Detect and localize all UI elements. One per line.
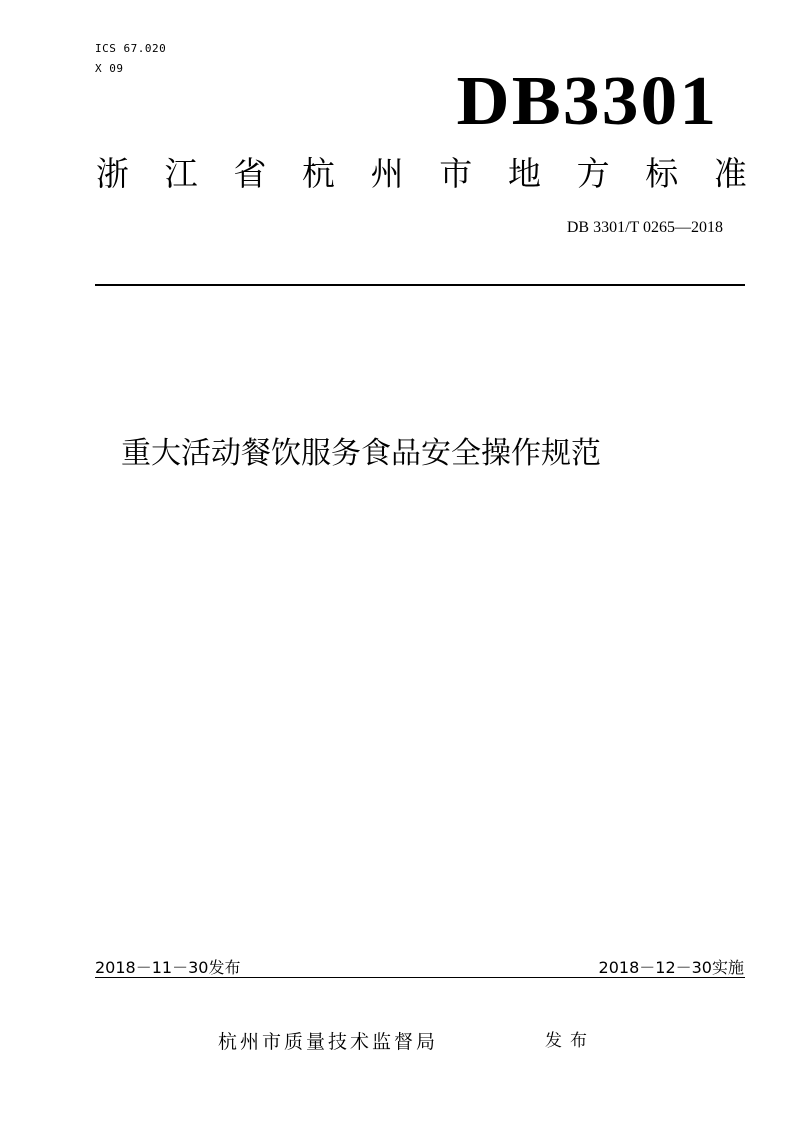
standard-type-char: 州 bbox=[370, 154, 404, 193]
header-divider bbox=[95, 284, 745, 286]
standard-type-char: 省 bbox=[233, 154, 267, 193]
standard-code-heading: DB3301 bbox=[456, 63, 718, 140]
standard-type-char: 方 bbox=[576, 154, 610, 193]
ics-code: ICS 67.020 bbox=[95, 42, 167, 55]
standard-type-heading bbox=[96, 152, 747, 196]
standard-type-char: 杭 bbox=[301, 154, 335, 193]
classification-code: X 09 bbox=[95, 62, 124, 75]
standard-number: DB 3301/T 0265—2018 bbox=[566, 219, 723, 236]
standard-type-char: 标 bbox=[645, 154, 679, 193]
standard-type-char: 浙 bbox=[96, 154, 129, 193]
implement-date: 2018－12－30实施 bbox=[598, 958, 744, 977]
issue-label: 发布 bbox=[545, 1031, 595, 1051]
standard-type-char: 地 bbox=[507, 154, 541, 193]
footer-divider bbox=[95, 977, 745, 978]
standard-type-char: 江 bbox=[164, 154, 198, 193]
document-title: 重大活动餐饮服务食品安全操作规范 bbox=[121, 436, 601, 471]
standard-type-char: 准 bbox=[713, 154, 747, 193]
issuing-authority: 杭州市质量技术监督局 bbox=[218, 1031, 439, 1053]
standard-type-char: 市 bbox=[439, 154, 473, 193]
publish-date: 2018－11－30发布 bbox=[95, 958, 241, 977]
